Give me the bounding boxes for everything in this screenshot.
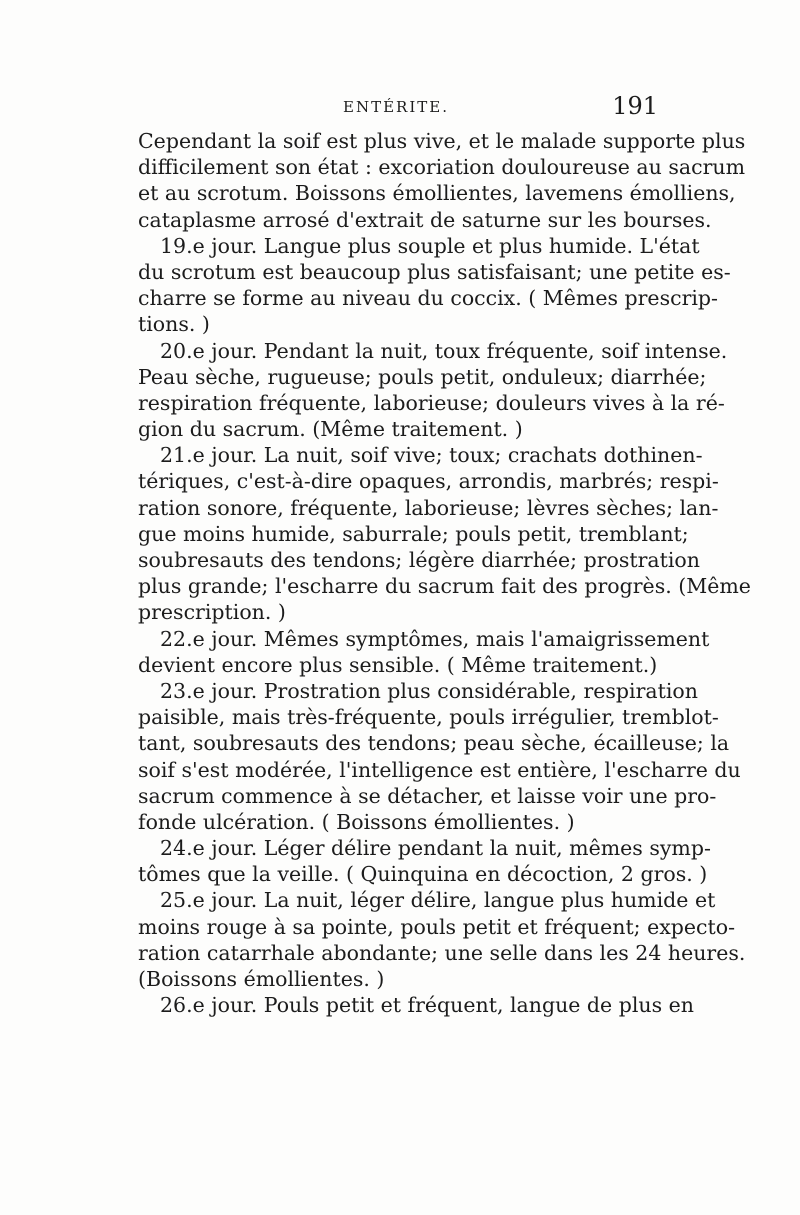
running-head (138, 92, 658, 122)
text-line: cataplasme arrosé d'extrait de saturne sur les bourses. (138, 207, 712, 232)
text-line: 19.e jour. Langue plus souple et plus humide. L'état (160, 233, 700, 258)
page-number: 191 (612, 92, 658, 120)
text-line: plus grande; l'escharre du sacrum fait des progrès. (Même (138, 574, 751, 599)
text-line: soif s'est modérée, l'intelligence est entière, l'escharre du (138, 757, 741, 782)
text-line: tant, soubresauts des tendons; peau sèche, écailleuse; la (138, 731, 730, 756)
text-line: 23.e jour. Prostration plus considérable, respiration (160, 678, 698, 703)
text-line: 22.e jour. Mêmes symptômes, mais l'amaigrissement (160, 626, 710, 651)
text-line: prescription. ) (138, 600, 286, 625)
text-line: 24.e jour. Léger délire pendant la nuit, mêmes symp- (160, 836, 711, 861)
text-line: respiration fréquente, laborieuse; douleurs vives à la ré- (138, 390, 725, 415)
text-line: et au scrotum. Boissons émollientes, lavemens émolliens, (138, 181, 736, 206)
text-line: charre se forme au niveau du coccix. ( Mêmes prescrip- (138, 286, 718, 311)
text-line: paisible, mais très-fréquente, pouls irrégulier, tremblot- (138, 705, 719, 730)
text-line: 25.e jour. La nuit, léger délire, langue plus humide et (160, 888, 716, 913)
text-line: sacrum commence à se détacher, et laisse voir une pro- (138, 783, 717, 808)
text-line: 20.e jour. Pendant la nuit, toux fréquente, soif intense. (160, 338, 728, 363)
text-line: gion du sacrum. (Même traitement. ) (138, 417, 523, 442)
text-line: moins rouge à sa pointe, pouls petit et fréquent; expecto- (138, 914, 736, 939)
text-line: 26.e jour. Pouls petit et fréquent, langue de plus en (160, 993, 694, 1018)
text-line: Peau sèche, rugueuse; pouls petit, onduleux; diarrhée; (138, 364, 707, 389)
text-line: (Boissons émollientes. ) (138, 967, 385, 991)
text-line: fonde ulcération. ( Boissons émollientes. ) (138, 809, 575, 834)
text-line: tériques, c'est-à-dire opaques, arrondis, marbrés; respi- (138, 469, 719, 494)
text-line: 21.e jour. La nuit, soif vive; toux; crachats dothinen- (160, 443, 703, 468)
text-line: gue moins humide, saburrale; pouls petit, tremblant; (138, 521, 689, 546)
text-line: ration catarrhale abondante; une selle dans les 24 heures. (138, 940, 746, 965)
text-line: soubresauts des tendons; légère diarrhée; prostration (138, 548, 700, 572)
text-line: du scrotum est beaucoup plus satisfaisant; une petite es- (138, 259, 731, 284)
text-line: Cependant la soif est plus vive, et le malade supporte plus (138, 129, 746, 153)
body-text (138, 128, 751, 1018)
running-title: ENTÉRITE. (343, 98, 449, 116)
text-line: tions. ) (138, 312, 210, 337)
text-line: tômes que la veille. ( Quinquina en décoction, 2 gros. ) (138, 862, 708, 887)
text-line: ration sonore, fréquente, laborieuse; lèvres sèches; lan- (138, 495, 719, 520)
text-line: difficilement son état : excoriation douloureuse au sacrum (138, 155, 746, 180)
text-line: devient encore plus sensible. ( Même traitement.) (138, 652, 658, 677)
